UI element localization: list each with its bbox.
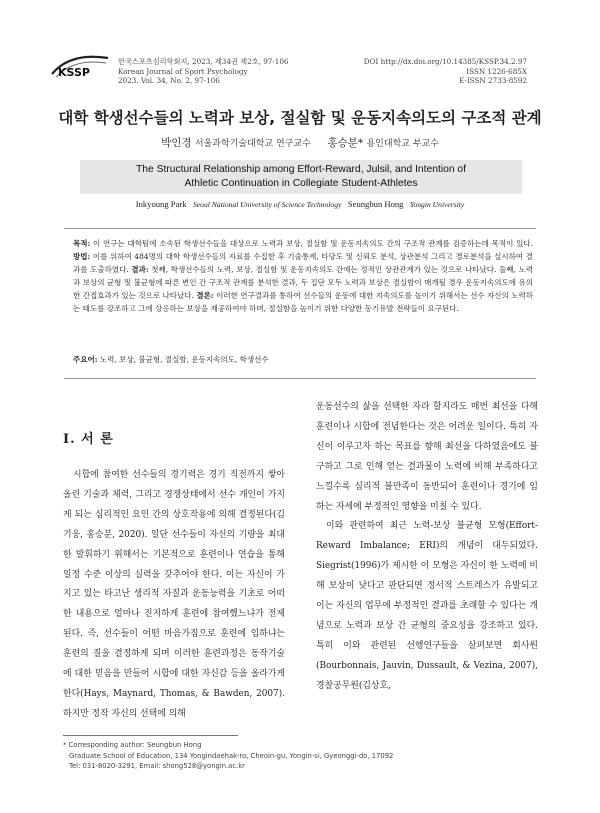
body-column-left: 시합에 참여한 선수들의 경기력은 경기 직전까지 쌓아올린 기술과 체력, 그리고 경쟁상태에서 선수 개인이 가지게 되는 심리적인 요인 간의 상호작용에 의해 결정된다(김기웅, 홍승분, 2020). 일단 선수들이 자신의 기량을 최대한 발휘하기 위해서는 기본적으로 훈련이나 연습을 통해 일정 수준 이상의 실력을 갖추어야 한다. 이는 자신이 가지고 있는 타고난 생리적 자질과 운동능력을 기초로 어떠한 내용으로 얼마나 진지하게 훈련에 참여했느냐가 전제된다. 즉, 선수들이 어떤 마음가짐으로 훈련에 임하냐는 훈련의 질을 결정하게 되며 이러한 훈련과정은 동작기술에 대한 믿음을 만들어 시합에 대한 자신감 등을 올라가게 한다(Hays, Maynard, Thomas, & Bawden, 2007). 하지만 정작 자신의 선택에 의해	[63, 470, 285, 719]
abstract	[73, 238, 533, 315]
journal-name-ko: 한국스포츠심리학회지, 2023, 제34권 제2호, 97-106	[118, 57, 289, 66]
author2-affiliation-en: Yongin University	[409, 200, 465, 209]
abstract-conclusion: 이러한 연구결과를 통하여 선수들의 운동에 대한 지속의도를 높이기 위해서는 선수 자신의 노력하는 태도를 강조하고 그에 상응하는 보상을 제공하여야 하며, 절실함을 높이기 위한 다양한 동기유발 전략들이 요구된다.	[73, 290, 533, 313]
journal-name-en: Korean Journal of Sport Psychology	[118, 66, 248, 76]
doi-link[interactable]: DOI http://dx.doi.org/10.14385/KSSP.34.2.97	[363, 57, 527, 66]
author1-affiliation-en: Seoul National University of Science Technology	[193, 200, 342, 209]
author1-name-ko: 박인경	[161, 137, 192, 149]
keywords-label: 주요어:	[73, 355, 98, 364]
author2-affiliation-ko: 용인대학교 부교수	[366, 139, 439, 149]
abstract-purpose-label: 목적:	[73, 239, 91, 248]
author2-name-en: Seungbun Hong	[347, 199, 404, 209]
authors-en	[0, 199, 600, 209]
paper-title-en-line1: The Structural Relationship among Effort-Reward, Julsil, and Intention of	[135, 164, 467, 175]
keywords-text: 노력, 보상, 불균형, 절실함, 운동지속의도, 학생선수	[97, 355, 269, 364]
abstract-purpose: 이 연구는 대학팀에 소속된 학생선수들을 대상으로 노력과 보상, 절실함 및 운동지속의도 간의 구조적 관계를 검증하는데 목적이 있다.	[90, 239, 533, 248]
footnote-corresponding-author: * Corresponding author: Seungbun Hong	[63, 741, 202, 749]
footnote-rule	[63, 735, 238, 736]
abstract-bottom-rule	[64, 378, 536, 379]
journal-header-left	[118, 57, 289, 86]
abstract-method-label: 방법:	[73, 251, 91, 261]
journal-logo	[50, 52, 110, 82]
author1-affiliation-ko: 서울과학기술대학교 연구교수	[194, 139, 311, 149]
keywords	[73, 354, 533, 366]
body-right-paragraph-1: 운동선수의 삶을 선택한 자라 할지라도 매번 최선을 다해 훈련이나 시합에 전념한다는 것은 어려운 일이다. 특히 자신이 이루고자 하는 목표를 향해 최선을 다하였음에도 불구하고 그로 인해 얻는 결과물이 노력에 비해 부족하다고 느낄수록 심리적 불만족이 동반되어 훈련이나 경기에 임하는 자세에 부정적인 영향을 미칠 수 있다.	[316, 402, 538, 512]
abstract-conclusion-label: 결론:	[196, 290, 214, 300]
abstract-method: 이를 위하여 484명의 대학 학생선수들의 자료를 수집한 후 기술통계, 타당도 및 신뢰도 분석, 상관분석 그리고 경로분석을 실시하여 결과를 도출하였다.	[73, 251, 533, 274]
issn: ISSN 1226-685X	[466, 66, 527, 76]
footnote-address: Graduate School of Education, 134 Yongindaehak-ro, Cheoin-gu, Yongin-si, Gyeonggi-do, 17092	[69, 751, 394, 760]
section-title-introduction: I. 서 론	[63, 432, 114, 447]
author2-name-ko: 홍승분*	[327, 137, 364, 149]
paper-title-en-line2: Athletic Continuation in Collegiate Student-Athletes	[184, 178, 418, 189]
body-column-right	[316, 398, 538, 697]
logo-text: KSSP	[58, 66, 90, 79]
footnote-contact[interactable]: Tel: 031-8020-3291, Email: shong528@yongin.ac.kr	[69, 762, 245, 771]
abstract-result-label: 결과:	[131, 264, 149, 274]
author1-name-en: Inkyoung Park	[135, 199, 187, 209]
footnote	[63, 740, 393, 772]
eissn: E-ISSN 2733-8592	[459, 76, 527, 85]
abstract-top-rule	[64, 228, 536, 229]
authors-ko	[0, 135, 600, 150]
abstract-result: 첫째, 학생선수들의 노력, 보상, 절실함 및 운동지속의도 간에는 정적인 상관관계가 있는 것으로 나타났다. 둘째, 노력과 보상의 균형 및 불균형에 따른 변인 간 구조적 관계를 분석한 결과, 두 집단 모두 노력과 보상은 절실함이 매개될 경우 운동지속의도에 유의한 간접효과가 있는 것으로 나타났다.	[73, 264, 533, 300]
volume-line: 2023. Vol. 34, No. 2, 97-106	[118, 76, 220, 85]
journal-header-right	[364, 57, 527, 86]
paper-title-en	[80, 163, 522, 191]
paper-title-ko: 대학 학생선수들의 노력과 보상, 절실함 및 운동지속의도의 구조적 관계	[58, 109, 542, 127]
body-right-paragraph-2: 이와 관련하여 최근 노력-보상 불균형 모형(Effort-Reward Imbalance; ERI)의 개념이 대두되었다. Siegrist(1996)가 제시한 이 모형은 자신이 한 노력에 비해 보상이 낮다고 판단되면 정서적 스트레스가 유발되고 이는 자신의 업무에 부정적인 결과를 초래할 수 있다는 개념으로 노력과 보상 간 균형의 중요성을 강조하고 있다. 특히 이와 관련된 선행연구들을 살펴보면 회사원(Bourbonnais, Jauvin, Dussault, & Vezina, 2007), 경찰공무원(김상호,	[316, 521, 538, 691]
